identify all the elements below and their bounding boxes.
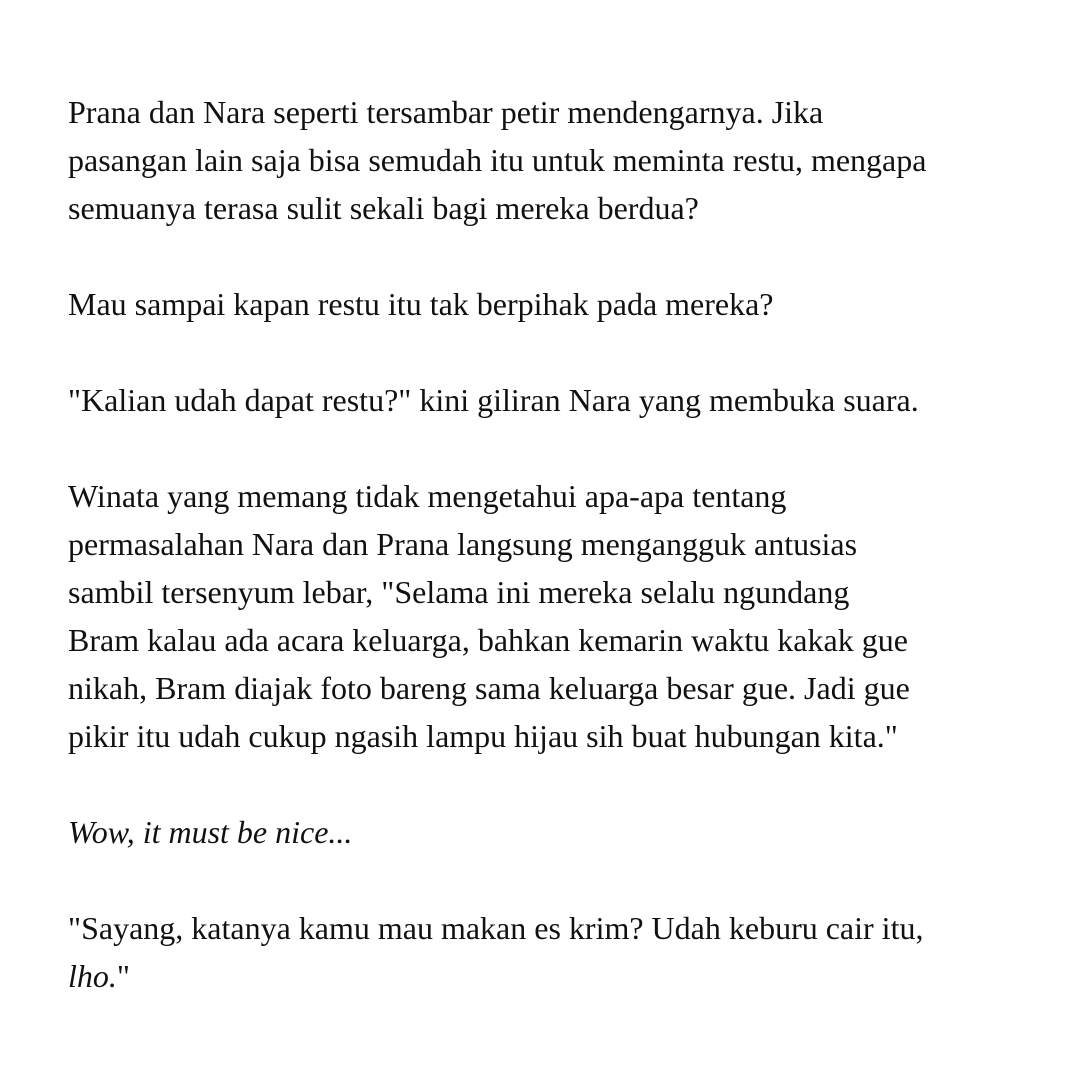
text-line: pikir itu udah cukup ngasih lampu hijau sih buat hubungan kita." [68, 718, 898, 754]
paragraph-6 [68, 904, 1028, 1000]
text-line: permasalahan Nara dan Prana langsung mengangguk antusias [68, 526, 858, 562]
text-line: sambil tersenyum lebar, "Selama ini mereka selalu ngundang [68, 574, 850, 610]
paragraph-4 [68, 472, 1028, 760]
text-line: Prana dan Nara seperti tersambar petir mendengarnya. Jika [68, 94, 824, 130]
italic-text-line: Wow, it must be nice... [68, 814, 353, 850]
italic-word: lho. [68, 958, 117, 994]
text-line: "Sayang, katanya kamu mau makan es krim? Udah keburu cair itu, [68, 910, 924, 946]
text-line: Winata yang memang tidak mengetahui apa-apa tentang [68, 478, 787, 514]
text-line: Bram kalau ada acara keluarga, bahkan kemarin waktu kakak gue [68, 622, 908, 658]
closing-quote: " [116, 958, 130, 994]
text-line: nikah, Bram diajak foto bareng sama keluarga besar gue. Jadi gue [68, 670, 910, 706]
text-line [68, 952, 1028, 1000]
paragraph-2 [68, 280, 1028, 328]
paragraph-3 [68, 376, 1028, 424]
text-line: Mau sampai kapan restu itu tak berpihak pada mereka? [68, 286, 774, 322]
paragraph-5-italic [68, 808, 1028, 856]
document-page [68, 88, 1028, 1000]
text-line: "Kalian udah dapat restu?" kini giliran Nara yang membuka suara. [68, 382, 919, 418]
text-line: semuanya terasa sulit sekali bagi mereka berdua? [68, 190, 699, 226]
text-line: pasangan lain saja bisa semudah itu untuk meminta restu, mengapa [68, 142, 927, 178]
paragraph-1 [68, 88, 1028, 232]
